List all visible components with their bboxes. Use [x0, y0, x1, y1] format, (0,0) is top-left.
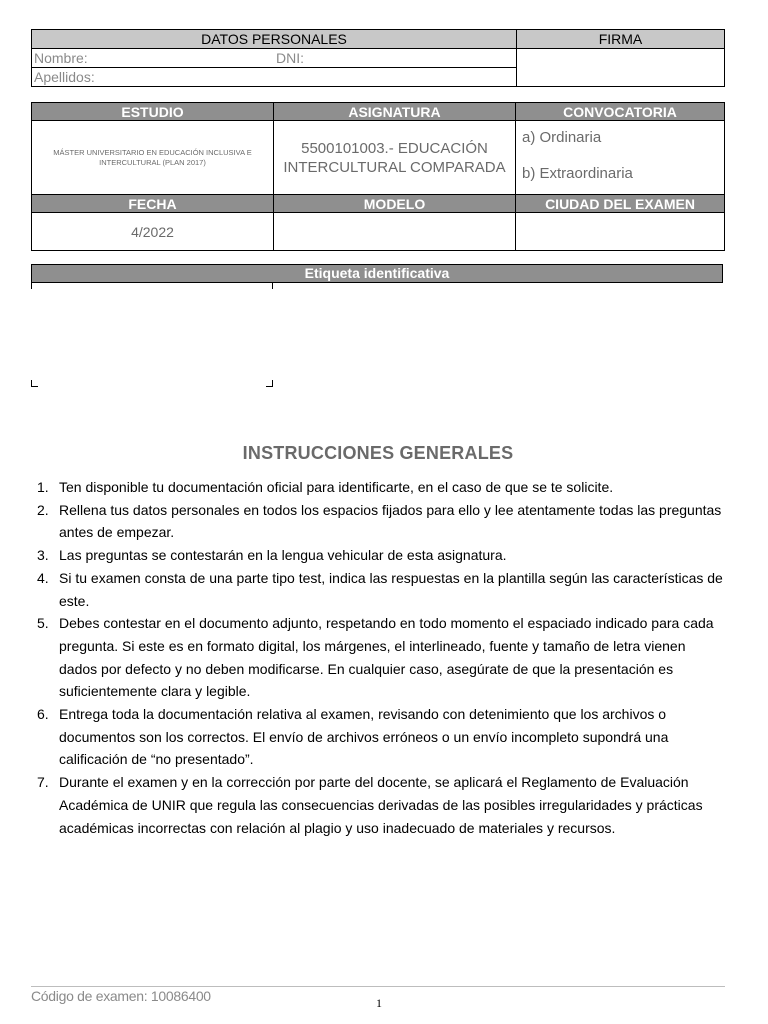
ciudad-header: CIUDAD DEL EXAMEN — [516, 195, 725, 213]
personal-data-header: DATOS PERSONALES — [32, 30, 517, 49]
instruction-text: Debes contestar en el documento adjunto, respetando en todo momento el espaciado indicado para cada pregunta. Si este es en formato digital, los márgenes, el interlineado, fuente y tamaño de letra vienen dados por defecto y no deben modificarse. En cualquier caso, asegúrate de que la presentación es suficientemente clara y legible. — [59, 615, 714, 700]
instruction-item — [37, 567, 727, 612]
fecha-header: FECHA — [32, 195, 274, 213]
page-number: 1 — [376, 996, 382, 1010]
instruction-item — [37, 612, 727, 703]
instruction-text: Las preguntas se contestarán en la lengua vehicular de esta asignatura. — [59, 547, 507, 564]
instruction-item — [37, 544, 727, 567]
instruction-number: 5. — [37, 615, 49, 632]
signature-field[interactable] — [517, 49, 725, 87]
instruction-number: 4. — [37, 569, 49, 586]
instruction-text: Rellena tus datos personales en todos los espacios fijados para ello y lee atentamente todas las preguntas antes de empezar. — [59, 501, 722, 541]
ciudad-field[interactable] — [516, 213, 725, 251]
dni-label: DNI: — [276, 50, 304, 66]
instruction-item — [37, 499, 727, 544]
study-info-table — [31, 102, 725, 251]
label-area-corner — [31, 283, 38, 289]
instruction-number: 3. — [37, 547, 49, 564]
id-label-header: Etiqueta identificativa — [31, 264, 723, 283]
signature-header: FIRMA — [517, 30, 725, 49]
instruction-number: 7. — [37, 774, 49, 791]
instruction-number: 6. — [37, 706, 49, 723]
fecha-value: 4/2022 — [32, 213, 274, 251]
name-field[interactable] — [32, 49, 517, 68]
personal-data-table — [31, 29, 725, 87]
instruction-text: Durante el examen y en la corrección por parte del docente, se aplicará el Reglamento de Evaluación Académica de UNIR que regula las consecuencias derivadas de las posibles irregularidades y prácticas académicas incorrectas con relación al plagio y uso inadecuado de materiales y recursos. — [59, 774, 703, 836]
name-label: Nombre: — [34, 50, 88, 66]
convocatoria-options — [516, 121, 725, 195]
convocatoria-ordinaria[interactable]: a) Ordinaria — [522, 129, 602, 146]
instruction-item — [37, 703, 727, 771]
estudio-value: MÁSTER UNIVERSITARIO EN EDUCACIÓN INCLUSIVA E INTERCULTURAL (PLAN 2017) — [32, 121, 274, 195]
surname-field[interactable] — [32, 68, 517, 87]
label-area-corner — [266, 283, 273, 289]
modelo-header: MODELO — [274, 195, 516, 213]
instruction-item — [37, 476, 727, 499]
instruction-number: 2. — [37, 501, 49, 518]
instruction-text: Entrega toda la documentación relativa al examen, revisando con detenimiento que los archivos o documentos son los correctos. El envío de archivos erróneos o un envío incompleto supondrá una calificación de “no presentado”. — [59, 706, 669, 768]
instruction-item — [37, 771, 727, 839]
label-area-corner — [266, 380, 273, 387]
exam-code: Código de examen: 10086400 — [31, 988, 211, 1004]
surname-label: Apellidos: — [34, 69, 95, 85]
modelo-field[interactable] — [274, 213, 516, 251]
footer-divider — [31, 986, 725, 987]
convocatoria-header: CONVOCATORIA — [516, 103, 725, 121]
asignatura-header: ASIGNATURA — [274, 103, 516, 121]
instruction-text: Ten disponible tu documentación oficial para identificarte, en el caso de que se te solicite. — [59, 479, 614, 495]
convocatoria-extraordinaria[interactable]: b) Extraordinaria — [522, 165, 633, 182]
instruction-number: 1. — [37, 479, 49, 495]
asignatura-value: 5500101003.- EDUCACIÓN INTERCULTURAL COMPARADA — [274, 121, 516, 195]
instruction-text: Si tu examen consta de una parte tipo test, indica las respuestas en la plantilla según las características de este. — [59, 569, 723, 609]
label-area-corner — [31, 380, 38, 387]
estudio-header: ESTUDIO — [32, 103, 274, 121]
instructions-title: INSTRUCCIONES GENERALES — [242, 443, 514, 463]
instructions-list — [37, 476, 727, 839]
